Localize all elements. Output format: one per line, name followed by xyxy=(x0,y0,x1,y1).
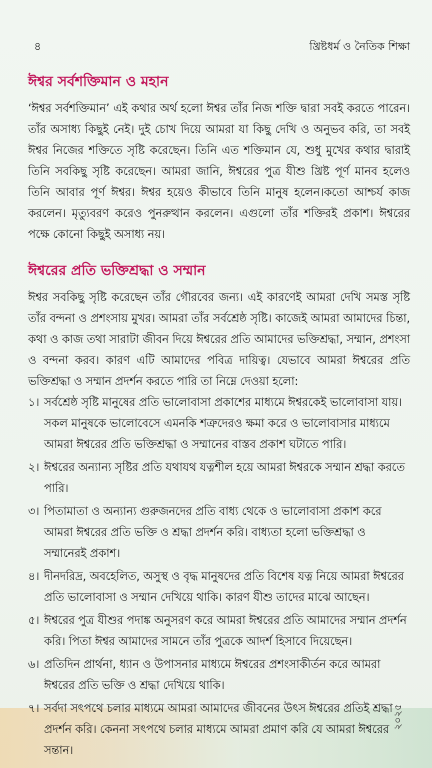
list-item-text: ঈশ্বরের পুত্র যীশুর পদাঙ্ক অনুসরণ করে আমরা ঈশ্বরের প্রতি আমাদের সম্মান প্রদর্শন করি। পিতা ঈশ্বর আমাদের সামনে তাঁর পুত্রকে আদর্শ হিসাবে দিয়েছেন। xyxy=(44,613,407,648)
list-item xyxy=(28,566,410,608)
book-title: খ্রিষ্টধর্ম ও নৈতিক শিক্ষা xyxy=(309,40,410,53)
list-item-text: ঈশ্বরের অন্যান্য সৃষ্টির প্রতি যথাযথ যত্নশীল হয়ে আমরা ঈশ্বরকে সম্মান শ্রদ্ধা করতে পারি। xyxy=(44,460,405,495)
list-item-number: ৬। xyxy=(28,657,40,671)
list-item-text: পিতামাতা ও অন্যান্য গুরুজনদের প্রতি বাধ্য থেকে ও ভালোবাসা প্রকাশ করে আমরা ঈশ্বরের প্রতি ভক্তি ও শ্রদ্ধা প্রদর্শন করি। বাধ্যতা হলো ভক্তিশ্রদ্ধা ও সম্মানেরই প্রকাশ। xyxy=(44,504,382,560)
list-item xyxy=(28,654,410,696)
section-paragraph-devotion: ঈশ্বর সবকিছু সৃষ্টি করেছেন তাঁর গৌরবের জন্য। এই কারণেই আমরা দেখি সমস্ত সৃষ্টি তাঁর বন্দনা ও প্রশংসায় মুখর। আমরা তাঁর সর্বশ্রেষ্ঠ সৃষ্টি। কাজেই আমরা আমাদের চিন্তা, কথা ও কাজ তথা সারাটা জীবন দিয়ে ঈশ্বরের প্রতি আমাদের ভক্তিশ্রদ্ধা, সম্মান, প্রশংসা ও বন্দনা করব। কারণ এটি আমাদের পবিত্র দায়িত্ব। যেভাবে আমরা ঈশ্বরের প্রতি ভক্তিশ্রদ্ধা ও সম্মান প্রদর্শন করতে পারি তা নিম্নে দেওয়া হলো: xyxy=(28,290,410,388)
list-item xyxy=(28,457,410,499)
list-item-number: ১। xyxy=(28,395,40,409)
page-header xyxy=(34,38,410,56)
section-paragraph-omnipotent: ‘ঈশ্বর সর্বশক্তিমান’ এই কথার অর্থ হলো ঈশ্বর তাঁর নিজ শক্তি দ্বারা সবই করতে পারেন। তাঁর অসাধ্য কিছুই নেই। দুই চোখ দিয়ে আমরা যা কিছু দেখি ও অনুভব করি, তা সবই ঈশ্বর নিজের শক্তিতে সৃষ্টি করেছেন। তিনি এত শক্তিমান যে, শুধু মুখের কথার দ্বারাই তিনি সবকিছু সৃষ্টি করেছেন। আমরা জানি, ঈশ্বরের পুত্র যীশু খ্রিষ্ট পূর্ণ মানব হলেও তিনি আবার পূর্ণ ঈশ্বর। ঈশ্বর হয়েও কীভাবে তিনি মানুষ হলেন।কতো আশ্চর্য কাজ করলেন। মৃত্যুবরণ করেও পুনরুত্থান করলেন। এগুলো তাঁর শক্তিরই প্রকাশ। ঈশ্বরের পক্ষে কোনো কিছুই অসাধ্য নয়। xyxy=(28,101,410,241)
list-item-number: ৩। xyxy=(28,504,40,518)
list-item-text: সর্বদা সৎপথে চলার মাধ্যমে আমরা আমাদের জীবনের উৎস ঈশ্বরের প্রতিই শ্রদ্ধা প্রদর্শন করি। কেননা সৎপথে চলার মাধ্যমে আমরা প্রমাণ করি যে আমরা ঈশ্বরের সন্তান। xyxy=(44,701,393,757)
list-item-number: ৫। xyxy=(28,613,40,627)
list-item-number: ৭। xyxy=(28,701,40,715)
section-devotion xyxy=(28,259,410,761)
list-item xyxy=(28,698,410,761)
section-heading-devotion: ঈশ্বরের প্রতি ভক্তিশ্রদ্ধা ও সম্মান xyxy=(28,263,206,279)
list-item-number: ৪। xyxy=(28,569,40,583)
section-heading-omnipotent: ঈশ্বর সর্বশক্তিমান ও মহান xyxy=(28,74,169,90)
list-item xyxy=(28,610,410,652)
page-number: ৪ xyxy=(34,40,42,53)
list-item-text: প্রতিদিন প্রার্থনা, ধ্যান ও উপাসনার মাধ্যমে ঈশ্বরের প্রশংসাকীর্তন করে আমরা ঈশ্বরের প্রতি ভক্তি ও শ্রদ্ধা দেখিয়ে থাকি। xyxy=(44,657,381,692)
devotion-list xyxy=(28,392,410,761)
list-item xyxy=(28,501,410,564)
list-item-number: ২। xyxy=(28,460,40,474)
list-item-text: সর্বশ্রেষ্ঠ সৃষ্টি মানুষের প্রতি ভালোবাসা প্রকাশের মাধ্যমে ঈশ্বরকেই ভালোবাসা যায়। সকল মানুষকে ভালোবেসে এমনকি শত্রুদেরও ক্ষমা করে ও ভালোবাসার মাধ্যমে আমরা ঈশ্বরের প্রতি ভক্তিশ্রদ্ধা ও সম্মানের বাস্তব প্রকাশ ঘটাতে পারি। xyxy=(44,395,402,451)
list-item xyxy=(28,392,410,455)
side-page-number: ২০২৫ xyxy=(393,704,404,730)
page-content xyxy=(28,70,410,763)
list-item-text: দীনদরিদ্র, অবহেলিত, অসুস্থ ও বৃদ্ধ মানুষদের প্রতি বিশেষ যত্ন নিয়ে আমরা ঈশ্বরের প্রতি ভালোবাসা ও সম্মান দেখিয়ে থাকি। কারণ যীশু তাদের মাঝে আছেন। xyxy=(44,569,404,604)
